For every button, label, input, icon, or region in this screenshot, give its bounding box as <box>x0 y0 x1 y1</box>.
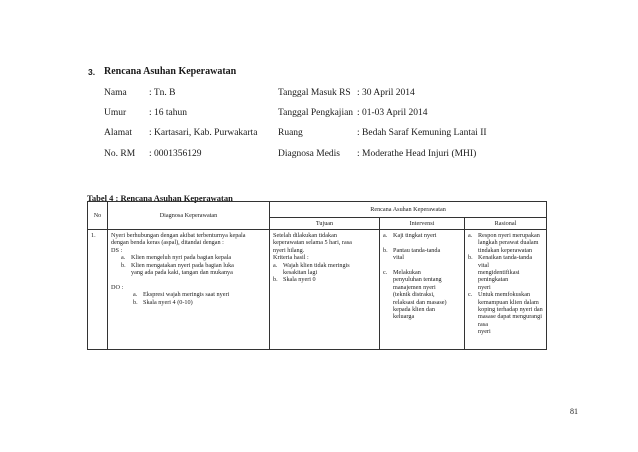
list-text <box>131 262 266 277</box>
list-text <box>283 276 376 283</box>
admission-date-label: Tanggal Masuk RS <box>278 88 351 98</box>
text-line: keluarga <box>393 313 415 321</box>
patient-age-label: Umur <box>104 108 127 118</box>
list-item <box>383 269 461 321</box>
section-number: 3. <box>88 67 96 77</box>
spacer <box>383 239 461 246</box>
list-text <box>393 232 461 239</box>
list-text <box>478 254 543 291</box>
assessment-date-value: : 01-03 April 2014 <box>357 108 428 118</box>
medical-diagnosis-value: : Moderathe Head Injuri (MHI) <box>357 149 477 159</box>
text-line: nyeri hilang. <box>273 246 305 254</box>
text-line: kemampuan klien dalam <box>478 298 539 306</box>
text-line: Kenaikan tanda-tanda vital <box>478 254 533 269</box>
list-item <box>111 262 266 277</box>
assessment-date-label: Tanggal Pengkajian <box>278 108 354 118</box>
text-line: mengidentifikasi peningkatan <box>478 269 520 284</box>
text-line: Melakukan <box>393 269 421 276</box>
text-line: Setelah dilakukan tidakan <box>273 232 337 239</box>
text-line: manajemen nyeri <box>393 283 436 291</box>
list-text <box>478 291 543 335</box>
list-marker: b. <box>468 254 473 262</box>
list-marker: c. <box>383 269 388 276</box>
text-line: Klien mengatakan nyeri pada bagian luka <box>131 261 234 269</box>
text-line: yang ada pada kaki, tangan dan mukanya <box>131 269 233 277</box>
text-line: Kaji tingkat nyeri <box>393 232 437 239</box>
diagnosa-cell <box>108 230 270 350</box>
list-text <box>143 291 266 298</box>
list-item <box>111 254 266 261</box>
text-line: Klien mengeluh nyri pada bagian kepala <box>131 254 232 262</box>
patient-address-label: Alamat <box>104 128 132 138</box>
text-line: (teknik distraksi, <box>393 291 435 299</box>
text-line: tindakan keperawatan <box>478 246 533 254</box>
spacer <box>111 276 266 283</box>
header-rasional: Rasional <box>465 218 547 230</box>
table-caption: Tabel 4 : Rencana Asuhan Keperawatan <box>87 193 233 203</box>
text-line: koping terhadap nyeri dan <box>478 306 543 314</box>
text-line: Kriteria hasil : <box>273 254 309 262</box>
patient-name-value: : Tn. B <box>149 88 176 98</box>
rasional-cell <box>465 230 547 350</box>
list-marker: a. <box>468 232 473 239</box>
list-marker: a. <box>383 232 388 239</box>
admission-date-value: : 30 April 2014 <box>357 88 415 98</box>
row-number: 1. <box>88 230 108 350</box>
ward-value: : Bedah Saraf Kemuning Lantai II <box>357 128 487 138</box>
text-line: Wajah klien tidak meringis <box>283 261 350 269</box>
header-diagnosa: Diagnosa Keperawatan <box>108 202 270 230</box>
text-line: DO : <box>111 283 124 291</box>
care-plan-table <box>87 201 547 350</box>
list-item <box>273 276 376 283</box>
list-marker: c. <box>468 291 473 299</box>
patient-rm-value: : 0001356129 <box>149 149 202 159</box>
page-number: 81 <box>570 407 578 416</box>
list-item <box>111 291 266 298</box>
list-item <box>468 232 543 254</box>
text-line: Skala nyeri 0 <box>283 276 316 284</box>
ward-label: Ruang <box>278 128 303 138</box>
text-line: Untuk memfokuskan <box>478 291 531 299</box>
text-line: Respon nyeri merupakan <box>478 232 540 239</box>
text-line: relaksasi dan masase) <box>393 298 447 306</box>
list-marker: b. <box>383 246 388 254</box>
list-item <box>468 291 543 335</box>
text-line: Skala nyeri 4 (0-10) <box>143 298 193 306</box>
list-marker: a. <box>273 261 278 269</box>
text-line: kepada klien dan <box>393 306 435 314</box>
text-line: masase dapat mengurangi rasa <box>478 313 542 328</box>
list-text <box>393 247 461 262</box>
intervensi-cell <box>380 230 465 350</box>
list-item <box>273 262 376 277</box>
list-marker: a. <box>133 291 138 299</box>
list-text <box>478 232 543 254</box>
text-line: keperawatan selama 5 hari, rasa <box>273 239 352 247</box>
table-row <box>88 230 547 350</box>
list-item <box>111 299 266 306</box>
header-no: No <box>88 202 108 230</box>
list-marker: b. <box>133 298 138 306</box>
text-line: dengan benda keras (aspal), ditandai dengan : <box>111 239 224 247</box>
list-item <box>468 254 543 291</box>
list-text <box>131 254 266 261</box>
text-line: Nyeri berhubungan dengan akibat terbenturnya kepala <box>111 232 246 239</box>
list-marker: a. <box>121 254 126 262</box>
text-line: penyuluhan tentang <box>393 276 442 284</box>
tujuan-cell <box>270 230 380 350</box>
text-line: Pantau tanda-tanda <box>393 246 441 254</box>
patient-address-value: : Kartasari, Kab. Purwakarta <box>149 128 258 138</box>
list-text <box>143 299 266 306</box>
list-marker: b. <box>273 276 278 284</box>
header-tujuan: Tujuan <box>270 218 380 230</box>
section-title: Rencana Asuhan Keperawatan <box>104 66 237 77</box>
list-item <box>383 232 461 239</box>
text-line: nyeri <box>478 328 491 336</box>
text-line: nyeri <box>478 283 491 291</box>
text-line: vital <box>393 254 404 262</box>
header-intervensi: Intervensi <box>380 218 465 230</box>
header-rencana: Rencana Asuhan Keperawatan <box>270 202 547 218</box>
patient-name-label: Nama <box>104 88 127 98</box>
patient-age-value: : 16 tahun <box>149 108 187 118</box>
list-text <box>393 269 461 321</box>
list-text <box>283 262 376 277</box>
list-item <box>383 247 461 262</box>
text-line: langkah perawat dualam <box>478 239 539 247</box>
text-line: kesakitan lagi <box>283 269 318 277</box>
spacer <box>383 262 461 269</box>
text-line: DS : <box>111 246 123 254</box>
text-line: Ekspresi wajah meringis saat nyeri <box>143 291 230 299</box>
patient-rm-label: No. RM <box>104 149 136 159</box>
medical-diagnosis-label: Diagnosa Medis <box>278 149 341 159</box>
list-marker: b. <box>121 261 126 269</box>
